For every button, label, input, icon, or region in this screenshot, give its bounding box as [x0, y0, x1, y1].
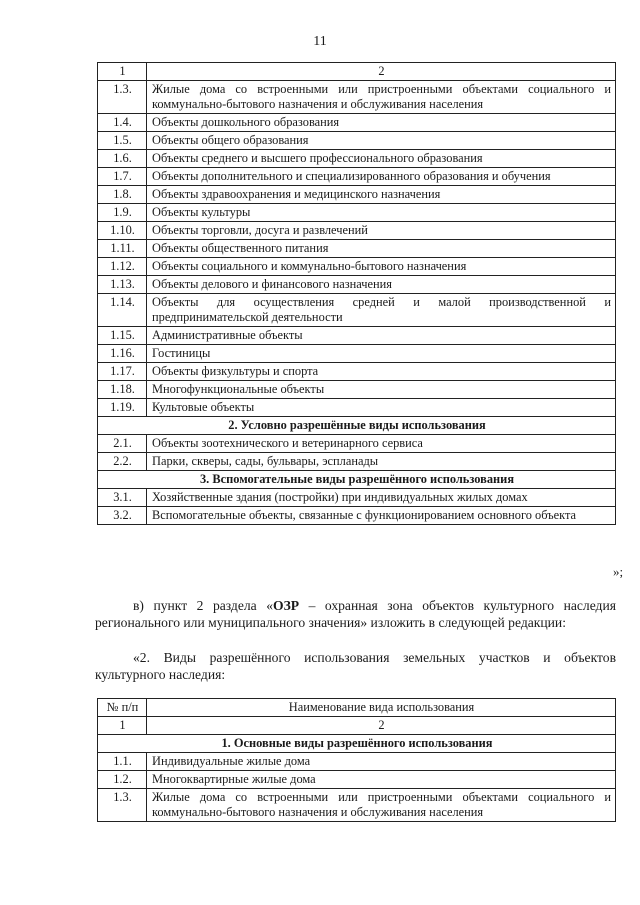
row-number: 1.16.	[98, 345, 147, 363]
amendment-paragraph	[95, 597, 616, 631]
row-name: Объекты культуры	[147, 204, 616, 222]
row-number: 1.7.	[98, 168, 147, 186]
section-heading-row	[98, 417, 616, 435]
row-name: Объекты дошкольного образования	[147, 114, 616, 132]
paragraph-suffix: – охранная зона объектов культурного наследия регионального или муниципального значения» изложить в следующей редакции:	[95, 598, 616, 630]
row-name: Административные объекты	[147, 327, 616, 345]
column-number-1: 1	[98, 63, 147, 81]
row-name: Многоквартирные жилые дома	[147, 771, 616, 789]
row-name: Объекты социального и коммунально-бытового назначения	[147, 258, 616, 276]
table-row	[98, 204, 616, 222]
table-column-numbers-row	[98, 717, 616, 735]
table-row	[98, 240, 616, 258]
row-number: 3.2.	[98, 507, 147, 525]
row-name: Жилые дома со встроенными или пристроенными объектами социального и коммунально-бытового назначения и обслуживания населения	[147, 81, 616, 114]
table-row	[98, 363, 616, 381]
page-number: 11	[313, 34, 327, 49]
row-number: 2.1.	[98, 435, 147, 453]
section-heading: 1. Основные виды разрешённого использования	[98, 735, 616, 753]
row-number: 1.6.	[98, 150, 147, 168]
intro-paragraph: «2. Виды разрешённого использования земельных участков и объектов культурного наследия:	[95, 650, 616, 682]
row-number: 1.1.	[98, 753, 147, 771]
table-row	[98, 453, 616, 471]
row-number: 1.2.	[98, 771, 147, 789]
row-number: 1.10.	[98, 222, 147, 240]
table-row	[98, 258, 616, 276]
row-name: Объекты торговли, досуга и развлечений	[147, 222, 616, 240]
row-name: Индивидуальные жилые дома	[147, 753, 616, 771]
row-number: 1.18.	[98, 381, 147, 399]
row-name: Объекты зоотехнического и ветеринарного сервиса	[147, 435, 616, 453]
table-row	[98, 81, 616, 114]
row-number: 2.2.	[98, 453, 147, 471]
table-row	[98, 186, 616, 204]
row-number: 1.15.	[98, 327, 147, 345]
row-number: 1.3.	[98, 789, 147, 822]
row-name: Культовые объекты	[147, 399, 616, 417]
section-heading: 2. Условно разрешённые виды использования	[98, 417, 616, 435]
column-number-2: 2	[147, 63, 616, 81]
table-row	[98, 276, 616, 294]
table-row	[98, 132, 616, 150]
table-row	[98, 435, 616, 453]
section-heading-row	[98, 471, 616, 489]
row-name: Объекты физкультуры и спорта	[147, 363, 616, 381]
row-number: 3.1.	[98, 489, 147, 507]
column-header-name: Наименование вида использования	[147, 699, 616, 717]
row-number: 1.8.	[98, 186, 147, 204]
table-row	[98, 399, 616, 417]
row-number: 1.14.	[98, 294, 147, 327]
table-row	[98, 294, 616, 327]
row-name: Объекты дополнительного и специализированного образования и обучения	[147, 168, 616, 186]
row-name: Объекты для осуществления средней и малой производственной и предпринимательской деятельности	[147, 294, 616, 327]
table-row	[98, 771, 616, 789]
table-row	[98, 168, 616, 186]
row-name: Объекты общего образования	[147, 132, 616, 150]
table-row	[98, 753, 616, 771]
table-header-row	[98, 699, 616, 717]
row-number: 1.11.	[98, 240, 147, 258]
zone-code: ОЗР	[273, 598, 300, 613]
table-row	[98, 150, 616, 168]
row-number: 1.5.	[98, 132, 147, 150]
table-row	[98, 327, 616, 345]
table-row	[98, 381, 616, 399]
row-number: 1.4.	[98, 114, 147, 132]
column-number-2: 2	[147, 717, 616, 735]
land-use-table	[97, 698, 616, 822]
closing-quote-mark: »;	[613, 564, 624, 579]
table-row	[98, 489, 616, 507]
row-name: Объекты делового и финансового назначения	[147, 276, 616, 294]
row-number: 1.19.	[98, 399, 147, 417]
row-name: Жилые дома со встроенными или пристроенными объектами социального и коммунально-бытового назначения и обслуживания населения	[147, 789, 616, 822]
row-name: Объекты здравоохранения и медицинского назначения	[147, 186, 616, 204]
table-row	[98, 222, 616, 240]
row-number: 1.12.	[98, 258, 147, 276]
row-number: 1.3.	[98, 81, 147, 114]
row-name: Многофункциональные объекты	[147, 381, 616, 399]
column-header-number: № п/п	[98, 699, 147, 717]
row-name: Парки, скверы, сады, бульвары, эспланады	[147, 453, 616, 471]
table-row	[98, 507, 616, 525]
row-name: Объекты среднего и высшего профессионального образования	[147, 150, 616, 168]
table-header-row	[98, 63, 616, 81]
column-number-1: 1	[98, 717, 147, 735]
table-row	[98, 345, 616, 363]
table-row	[98, 114, 616, 132]
row-number: 1.13.	[98, 276, 147, 294]
section-heading: 3. Вспомогательные виды разрешённого использования	[98, 471, 616, 489]
paragraph-prefix: в) пункт 2 раздела «	[133, 598, 273, 613]
row-number: 1.9.	[98, 204, 147, 222]
row-name: Объекты общественного питания	[147, 240, 616, 258]
row-name: Хозяйственные здания (постройки) при индивидуальных жилых домах	[147, 489, 616, 507]
row-number: 1.17.	[98, 363, 147, 381]
row-name: Гостиницы	[147, 345, 616, 363]
table-row	[98, 789, 616, 822]
land-use-table-continued	[97, 62, 616, 525]
section-heading-row	[98, 735, 616, 753]
row-name: Вспомогательные объекты, связанные с функционированием основного объекта	[147, 507, 616, 525]
